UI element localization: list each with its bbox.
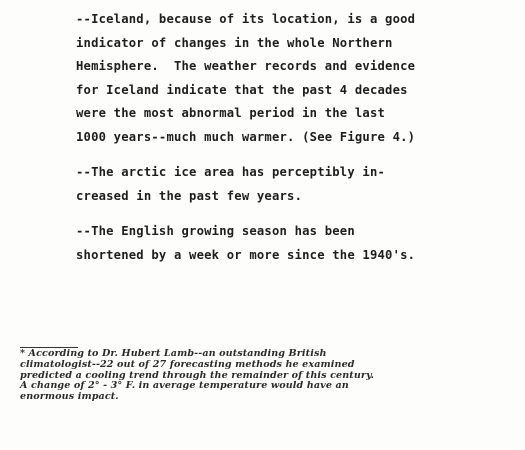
- footnote: [20, 349, 500, 403]
- footnote-line: A change of 2° - 3° F. in average temperature would have an: [20, 380, 349, 392]
- text-line: for Iceland indicate that the past 4 decades: [76, 82, 408, 97]
- text-line: --Iceland, because of its location, is a good: [76, 12, 416, 26]
- paragraph-iceland: [76, 8, 506, 149]
- footnote-line: enormous impact.: [20, 391, 119, 403]
- text-line: --The arctic ice area has perceptibly in-: [76, 165, 386, 179]
- text-line: --The English growing season has been: [76, 224, 355, 238]
- footnote-line: predicted a cooling trend through the remainder of this century.: [20, 369, 375, 381]
- text-line: 1000 years--much much warmer. (See Figure 4.): [76, 129, 416, 144]
- text-line: Hemisphere. The weather records and evidence: [76, 59, 416, 73]
- paragraph-arctic-ice: [76, 161, 506, 208]
- text-line: were the most abnormal period in the last: [76, 106, 386, 120]
- paragraph-growing-season: [76, 220, 506, 267]
- text-line: creased in the past few years.: [76, 188, 303, 203]
- footnote-line: climatologist--22 out of 27 forecasting methods he examined: [20, 358, 355, 370]
- text-line: indicator of changes in the whole Northern: [76, 35, 393, 50]
- memo-body: [76, 8, 506, 267]
- footnote-line: * According to Dr. Hubert Lamb--an outstanding British: [20, 348, 327, 359]
- text-line: shortened by a week or more since the 1940's.: [76, 247, 416, 262]
